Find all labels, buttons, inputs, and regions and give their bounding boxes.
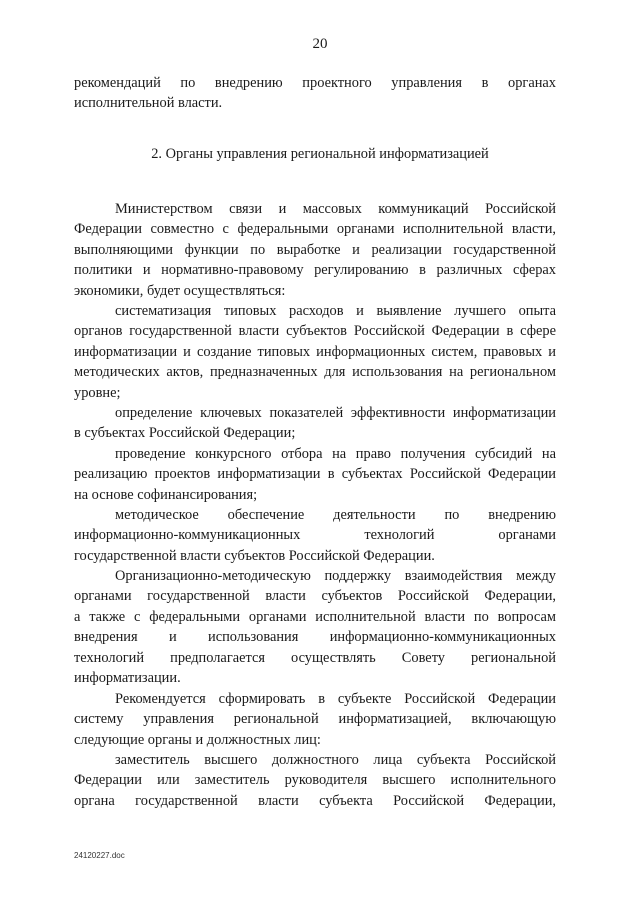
paragraph bbox=[74, 689, 556, 750]
text-line: проведение конкурсного отбора на право получения субсидий на bbox=[115, 446, 556, 462]
text-line: Федерации совместно с федеральными органами исполнительной власти, bbox=[74, 221, 556, 238]
text-line: систему управления региональной информатизацией, включающую bbox=[74, 711, 556, 728]
text-line: органами государственной власти субъектов Российской Федерации, bbox=[74, 588, 556, 605]
section-heading: 2. Органы управления региональной информатизацией bbox=[151, 146, 489, 162]
text-line: исполнительной власти. bbox=[74, 95, 223, 112]
text-line: Рекомендуется сформировать в субъекте Российской Федерации bbox=[115, 691, 556, 707]
paragraph bbox=[74, 403, 556, 444]
paragraph bbox=[74, 566, 556, 688]
text-line: рекомендаций по внедрению проектного управления в органах bbox=[74, 75, 556, 91]
text-line: технологий предполагается осуществлять Совету региональной bbox=[74, 649, 556, 666]
text-line: а также с федеральными органами исполнительной власти по вопросам bbox=[74, 608, 556, 625]
text-line: уровне; bbox=[74, 384, 121, 401]
text-line: реализацию проектов информатизации в субъектах Российской Федерации bbox=[74, 466, 556, 483]
text-line: государственной власти субъектов Российской Федерации. bbox=[74, 547, 435, 564]
footer-filename: 24120227.doc bbox=[74, 851, 125, 860]
text-line: органа государственной власти субъекта Российской Федерации, bbox=[74, 792, 556, 809]
text-line: внедрения и использования информационно-коммуникационных bbox=[74, 629, 556, 646]
paragraph bbox=[74, 505, 556, 566]
text-line: методических актов, предназначенных для использования на региональном bbox=[74, 364, 556, 381]
text-line: органов государственной власти субъектов Российской Федерации в сфере bbox=[74, 323, 556, 340]
text-line: в субъектах Российской Федерации; bbox=[74, 425, 296, 442]
paragraph bbox=[74, 199, 556, 301]
text-line: следующие органы и должностных лиц: bbox=[74, 731, 321, 748]
paragraph bbox=[74, 750, 556, 811]
text-line: Организационно-методическую поддержку взаимодействия между bbox=[115, 568, 556, 584]
text-line: определение ключевых показателей эффективности информатизации bbox=[115, 405, 556, 421]
text-line: политики и нормативно-правовому регулированию в различных сферах bbox=[74, 262, 556, 279]
text-line: информатизации и создание типовых информационных систем, правовых и bbox=[74, 343, 556, 360]
text-line: информационно-коммуникационных технологий органами bbox=[74, 527, 556, 544]
continuation-paragraph bbox=[74, 73, 556, 114]
text-line: систематизация типовых расходов и выявление лучшего опыта bbox=[115, 303, 556, 319]
paragraph bbox=[74, 444, 556, 505]
text-line: на основе софинансирования; bbox=[74, 486, 258, 503]
text-line: информатизации. bbox=[74, 670, 181, 687]
text-line: заместитель высшего должностного лица субъекта Российской bbox=[115, 752, 556, 768]
page-number: 20 bbox=[312, 36, 328, 52]
text-line: экономики, будет осуществляться: bbox=[74, 282, 286, 299]
paragraph bbox=[74, 301, 556, 403]
text-line: Министерством связи и массовых коммуникаций Российской bbox=[115, 201, 556, 217]
text-line: методическое обеспечение деятельности по внедрению bbox=[115, 507, 556, 523]
text-line: выполняющими функции по выработке и реализации государственной bbox=[74, 241, 556, 258]
text-line: Федерации или заместитель руководителя высшего исполнительного bbox=[74, 772, 556, 789]
